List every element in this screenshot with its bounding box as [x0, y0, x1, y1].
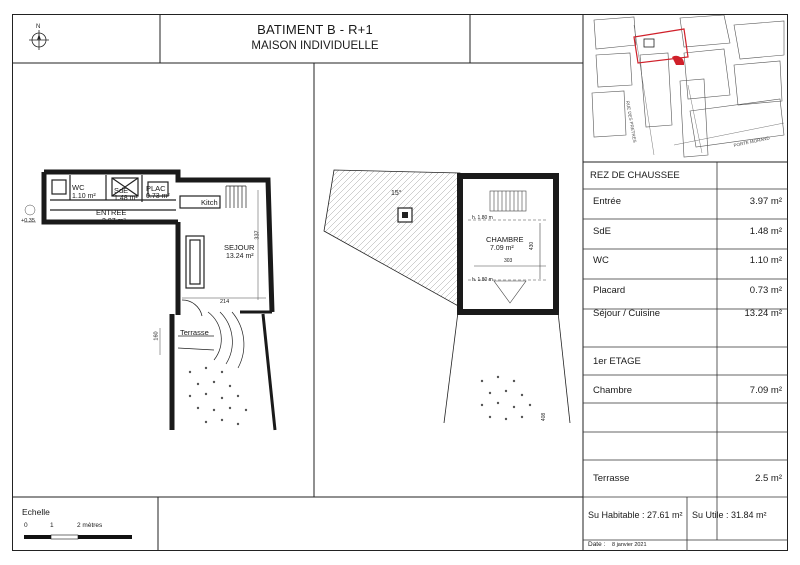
dim-408: 408 — [541, 412, 548, 422]
scale-tick-2: 2 mètres — [77, 522, 103, 529]
site-map — [584, 15, 787, 161]
room-plac-name: PLAC — [146, 184, 166, 193]
table-row-label: Séjour / Cuisine — [593, 308, 661, 319]
table-heading-ground: REZ DE CHAUSSEE — [590, 170, 680, 181]
room-chambre-area: 7.09 m² — [490, 245, 514, 252]
room-chambre-name: CHAMBRE — [486, 235, 524, 244]
room-sejour-area: 13.24 m² — [226, 253, 254, 260]
table-row-label: Chambre — [593, 385, 633, 396]
room-wc-name: WC — [72, 183, 85, 192]
table-row-label: SdE — [593, 226, 611, 237]
date-value: 8 janvier 2021 — [612, 542, 647, 548]
table-row-value: 0.73 m² — [749, 285, 782, 296]
page-subtitle: MAISON INDIVIDUELLE — [251, 40, 379, 52]
dim-430: 430 — [529, 241, 536, 251]
scale-label: Echelle — [22, 507, 50, 517]
dim-303: 303 — [504, 258, 513, 264]
dim-h-bottom: h. 1.80 m — [472, 277, 493, 283]
date-label: Date : — [588, 541, 606, 548]
room-wc-area: 1.10 m² — [72, 193, 96, 200]
room-sde-name: SdE — [114, 186, 129, 195]
table-row-value: 2.5 m² — [755, 473, 782, 484]
table-row-value: 7.09 m² — [749, 385, 782, 396]
ground-floor-plan — [0, 0, 314, 497]
table-heading-upper: 1er ETAGE — [593, 356, 641, 367]
scale-tick-0: 0 — [24, 522, 28, 529]
slope-label: 15° — [391, 190, 402, 197]
street-label-pretres: RUE DES PRETRES — [625, 100, 638, 144]
dim-214: 214 — [220, 299, 230, 305]
dim-160: 160 — [153, 331, 160, 341]
total-utile: Su Utile : 31.84 m² — [692, 510, 767, 520]
table-row-value: 3.97 m² — [749, 196, 782, 207]
level-mark: +0.35 — [21, 218, 35, 224]
table-row-value: 13.24 m² — [744, 308, 782, 319]
dim-337: 337 — [254, 230, 261, 240]
room-kitch-name: Kitch — [201, 198, 218, 207]
page-title: BATIMENT B - R+1 — [257, 22, 373, 37]
room-entree-area: 3.97 m² — [102, 218, 126, 225]
room-entree-name: ENTREE — [96, 208, 127, 217]
room-plac-area: 0.73 m² — [146, 193, 170, 200]
table-row-label: Entrée — [593, 196, 621, 207]
room-sde-area: 1.48 m² — [114, 195, 138, 202]
table-row-label: WC — [593, 255, 609, 266]
scale-tick-1: 1 — [50, 522, 54, 529]
svg-text:N: N — [36, 24, 41, 30]
scale-bar — [24, 532, 134, 542]
table-row-value: 1.48 m² — [749, 226, 782, 237]
table-row-value: 1.10 m² — [749, 255, 782, 266]
table-row-label: Placard — [593, 285, 626, 296]
upper-floor-plan — [314, 63, 583, 497]
dim-h-top: h. 1.80 m — [472, 215, 493, 221]
street-label-morand: PORTE MORAND — [733, 135, 771, 148]
total-habitable: Su Habitable : 27.61 m² — [588, 510, 683, 520]
room-sejour-name: SEJOUR — [224, 243, 255, 252]
table-row-label: Terrasse — [593, 473, 630, 484]
room-terrasse-name: Terrasse — [180, 328, 209, 337]
